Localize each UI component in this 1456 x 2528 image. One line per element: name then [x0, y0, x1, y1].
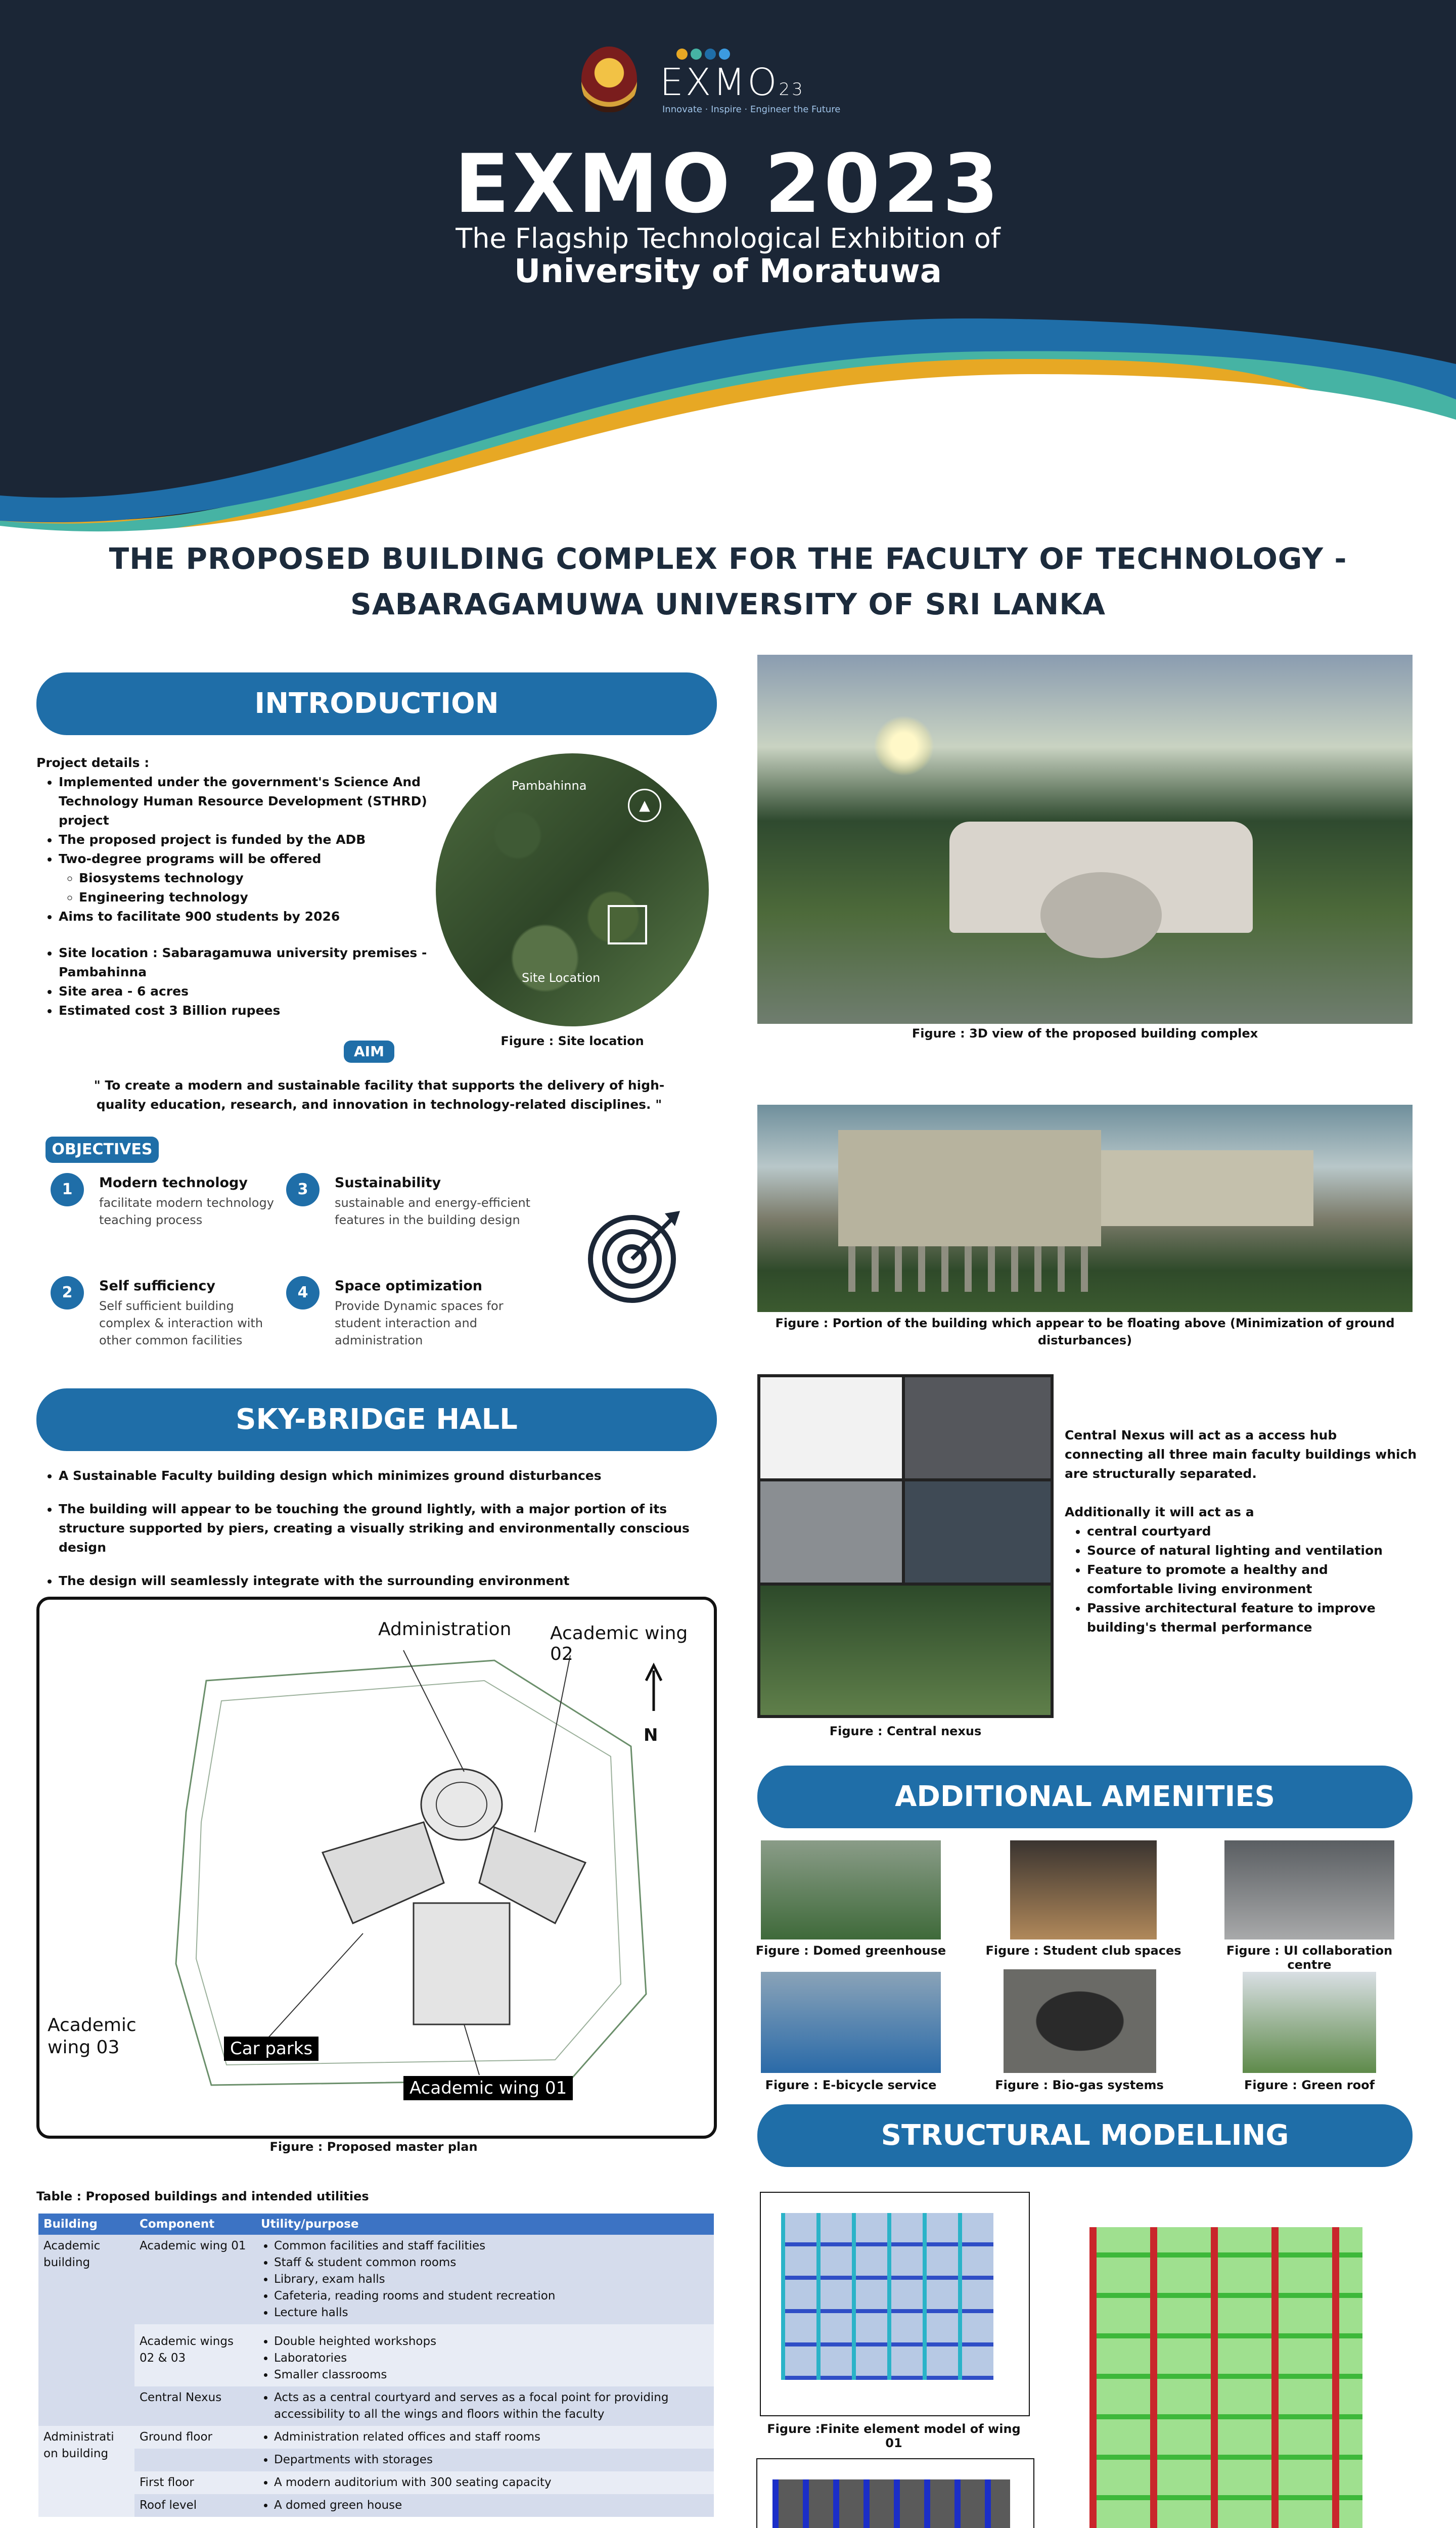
amenity-caption: Figure : E-bicycle service	[765, 2078, 937, 2092]
table-header-cell: Utility/purpose	[256, 2214, 714, 2235]
nexus-image-tile	[760, 1481, 902, 1583]
list-item: • Estimated cost 3 Billion rupees	[59, 1001, 431, 1020]
list-item: • Cafeteria, reading rooms and student recreation	[274, 2288, 709, 2305]
e-bicycle-image	[761, 1972, 941, 2073]
green-roof-image	[1243, 1972, 1376, 2073]
structural-heading: STRUCTURAL MODELLING	[757, 2104, 1413, 2167]
table-row	[38, 2386, 714, 2426]
table-cell: First floor	[134, 2471, 256, 2494]
list-item: ◦ Engineering technology	[79, 888, 431, 907]
objective-title: Modern technology	[99, 1175, 248, 1191]
table-cell	[256, 2449, 714, 2471]
exmo-logo-tagline: Innovate · Inspire · Engineer the Future	[662, 104, 841, 115]
plan-label-wing03: Academic wing 03	[48, 2015, 136, 2058]
nexus-additionally: Additionally it will act as a	[1065, 1505, 1254, 1519]
list-item: • Common facilities and staff facilities	[274, 2238, 709, 2254]
skybridge-bullets	[36, 1466, 717, 1591]
amenity-caption: Figure : Student club spaces	[985, 1944, 1181, 1958]
list-item: • A modern auditorium with 300 seating capacity	[274, 2474, 709, 2491]
target-icon	[584, 1203, 685, 1304]
table-row	[38, 2471, 714, 2494]
fem-nexus-image	[1079, 2217, 1397, 2528]
student-club-image	[1010, 1840, 1157, 1939]
poster-title-line-1: THE PROPOSED BUILDING COMPLEX FOR THE FACULTY OF TECHNOLOGY -	[109, 541, 1347, 576]
floating-caption: Figure : Portion of the building which appear to be floating above (Minimization of ground disturbances)	[775, 1316, 1395, 1347]
poster-title	[101, 536, 1355, 627]
fem-wing01-image	[760, 2192, 1030, 2416]
objective-number: 4	[286, 1276, 320, 1310]
site-location-map	[436, 753, 709, 1026]
list-item: • A Sustainable Faculty building design which minimizes ground disturbances	[59, 1466, 717, 1485]
list-item: • Source of natural lighting and ventilation	[1087, 1541, 1419, 1560]
page-title: EXMO 2023	[454, 137, 1002, 231]
table-caption: Table : Proposed buildings and intended utilities	[36, 2189, 369, 2203]
master-plan-caption: Figure : Proposed master plan	[269, 2140, 478, 2154]
header-wave-graphic	[0, 303, 1456, 566]
plan-label-admin: Administration	[378, 1619, 512, 1640]
table-cell: Ground floor	[134, 2426, 256, 2449]
ui-collaboration-image	[1224, 1840, 1394, 1939]
list-item: ◦ Biosystems technology	[79, 869, 431, 888]
utilities-table	[38, 2214, 714, 2517]
site-map-caption: Figure : Site location	[500, 1034, 644, 1048]
table-row	[38, 2494, 714, 2517]
nexus-caption: Figure : Central nexus	[829, 1724, 982, 1738]
plan-label-car-parks: Car parks	[224, 2037, 318, 2061]
amenities-heading: ADDITIONAL AMENITIES	[757, 1766, 1413, 1828]
list-item: • The proposed project is funded by the ADB	[59, 830, 431, 849]
table-cell	[134, 2449, 256, 2471]
project-details-label: Project details :	[36, 755, 150, 770]
objective-desc: sustainable and energy-efficient features in the building design	[335, 1196, 531, 1227]
nexus-image-tile	[760, 1586, 1051, 1715]
objective-title: Space optimization	[335, 1278, 483, 1294]
list-item: • Departments with storages	[274, 2452, 709, 2468]
site-marker	[608, 905, 647, 944]
list-item: • The building will appear to be touching the ground lightly, with a major portion of its structure supported by piers, creating a visually striking and environmentally conscious design	[59, 1500, 717, 1557]
fem-model-graphic	[781, 2213, 993, 2380]
list-item: • Acts as a central courtyard and serves as a focal point for providing accessibility to all the wings and floors within the faculty	[274, 2389, 709, 2423]
list-item: • Lecture halls	[274, 2305, 709, 2321]
table-cell	[256, 2494, 714, 2517]
table-cell: Academic building	[38, 2235, 134, 2426]
table-row	[38, 2324, 714, 2386]
amenity-caption: Figure : UI collaboration centre	[1226, 1944, 1393, 1972]
list-item: • Staff & student common rooms	[274, 2254, 709, 2271]
list-item: • Smaller classrooms	[274, 2367, 709, 2383]
table-cell	[256, 2386, 714, 2426]
list-item: • Passive architectural feature to improve building's thermal performance	[1087, 1599, 1419, 1637]
table-cell: Administrati on building	[38, 2426, 134, 2517]
objective-desc: Provide Dynamic spaces for student interaction and administration	[335, 1299, 504, 1347]
list-item: • central courtyard	[1087, 1522, 1419, 1541]
introduction-heading: INTRODUCTION	[36, 672, 717, 735]
compass-icon: ▲	[628, 789, 661, 822]
objective-desc: facilitate modern technology teaching process	[99, 1196, 274, 1227]
list-item: • A domed green house	[274, 2497, 709, 2514]
exmo-logo: EXMO23	[660, 61, 805, 104]
master-plan-box	[36, 1597, 717, 2139]
floating-building-image	[757, 1105, 1413, 1312]
table-cell	[256, 2471, 714, 2494]
table-row	[38, 2426, 714, 2449]
list-item: • Implemented under the government's Science And Technology Human Resource Development (STHRD) project	[59, 773, 431, 830]
table-cell: Academic wings 02 & 03	[134, 2324, 256, 2386]
objective-desc: Self sufficient building complex & interaction with other common facilities	[99, 1299, 263, 1347]
map-label-site: Site Location	[522, 971, 601, 985]
amenity-caption: Figure : Bio-gas systems	[995, 2078, 1164, 2092]
list-item: • Double heighted workshops	[274, 2333, 709, 2350]
list-item: • Site area - 6 acres	[59, 982, 431, 1001]
plan-label-wing02: Academic wing 02	[550, 1623, 688, 1664]
building-shape	[1101, 1150, 1313, 1226]
exmo-logo-dots	[676, 49, 733, 62]
table-header-cell: Building	[38, 2214, 134, 2235]
objectives-label: OBJECTIVES	[46, 1137, 159, 1163]
view3d-caption: Figure : 3D view of the proposed building complex	[912, 1026, 1258, 1041]
table-row	[38, 2235, 714, 2324]
piers-shape	[848, 1246, 1091, 1292]
table-cell	[256, 2324, 714, 2386]
amenity-caption: Figure : Domed greenhouse	[755, 1944, 946, 1958]
nexus-image-tile	[905, 1377, 1051, 1478]
aim-label: AIM	[344, 1041, 394, 1063]
nexus-intro: Central Nexus will act as a access hub connecting all three main faculty buildings which are structurally separated.	[1065, 1428, 1417, 1481]
table-header-cell: Component	[134, 2214, 256, 2235]
nexus-description	[1065, 1426, 1419, 1637]
university-seal-logo	[581, 47, 637, 112]
aim-text: " To create a modern and sustainable facility that supports the delivery of high-quality education, research, and innovation in technology-related disciplines. "	[94, 1078, 665, 1112]
fem-model-graphic	[1089, 2227, 1362, 2528]
objective-title: Self sufficiency	[99, 1278, 215, 1294]
subtitle-line-1: The Flagship Technological Exhibition of	[456, 222, 1000, 254]
fem-wing02-image	[756, 2458, 1034, 2528]
dome-shape	[1040, 872, 1162, 958]
plan-label-wing01: Academic wing 01	[403, 2076, 573, 2100]
nexus-image-tile	[760, 1377, 902, 1478]
table-cell: Central Nexus	[134, 2386, 256, 2426]
table-header-row	[38, 2214, 714, 2235]
project-details	[36, 753, 431, 1020]
list-item: • The design will seamlessly integrate with the surrounding environment	[59, 1571, 717, 1591]
nexus-image-tile	[905, 1481, 1051, 1583]
table-cell: Academic wing 01	[134, 2235, 256, 2324]
table-cell	[256, 2426, 714, 2449]
amenity-caption: Figure : Green roof	[1244, 2078, 1375, 2092]
list-item: • Laboratories	[274, 2350, 709, 2367]
bio-gas-image	[1004, 1969, 1156, 2073]
north-arrow-icon: N	[644, 1725, 658, 1745]
table-cell: Roof level	[134, 2494, 256, 2517]
list-item: • Site location : Sabaragamuwa university premises - Pambahinna	[59, 943, 431, 982]
central-nexus-collage	[757, 1374, 1054, 1718]
poster-title-line-2: SABARAGAMUWA UNIVERSITY OF SRI LANKA	[350, 587, 1106, 621]
fem-wing01-caption: Figure :Finite element model of wing 01	[767, 2422, 1021, 2450]
map-label-pambahinna: Pambahinna	[512, 779, 587, 793]
list-item: • Feature to promote a healthy and comfortable living environment	[1087, 1560, 1419, 1599]
domed-greenhouse-image	[761, 1840, 941, 1939]
objective-title: Sustainability	[335, 1175, 441, 1191]
list-item: • Aims to facilitate 900 students by 2026	[59, 907, 431, 926]
building-shape	[838, 1130, 1101, 1246]
list-item: • Two-degree programs will be offered	[59, 849, 431, 869]
building-3d-view-image	[757, 655, 1413, 1024]
list-item: • Administration related offices and staff rooms	[274, 2429, 709, 2446]
table-row	[38, 2449, 714, 2471]
sun-graphic	[874, 715, 934, 776]
objective-number: 1	[51, 1173, 84, 1206]
objectives-grid	[51, 1173, 708, 1370]
list-item: • Library, exam halls	[274, 2271, 709, 2288]
objective-number: 2	[51, 1276, 84, 1310]
subtitle-line-2: University of Moratuwa	[514, 253, 942, 290]
fem-model-graphic	[772, 2479, 1010, 2528]
master-plan-drawing	[39, 1600, 714, 2136]
skybridge-heading: SKY-BRIDGE HALL	[36, 1388, 717, 1451]
table-cell	[256, 2235, 714, 2324]
objective-number: 3	[286, 1173, 320, 1206]
